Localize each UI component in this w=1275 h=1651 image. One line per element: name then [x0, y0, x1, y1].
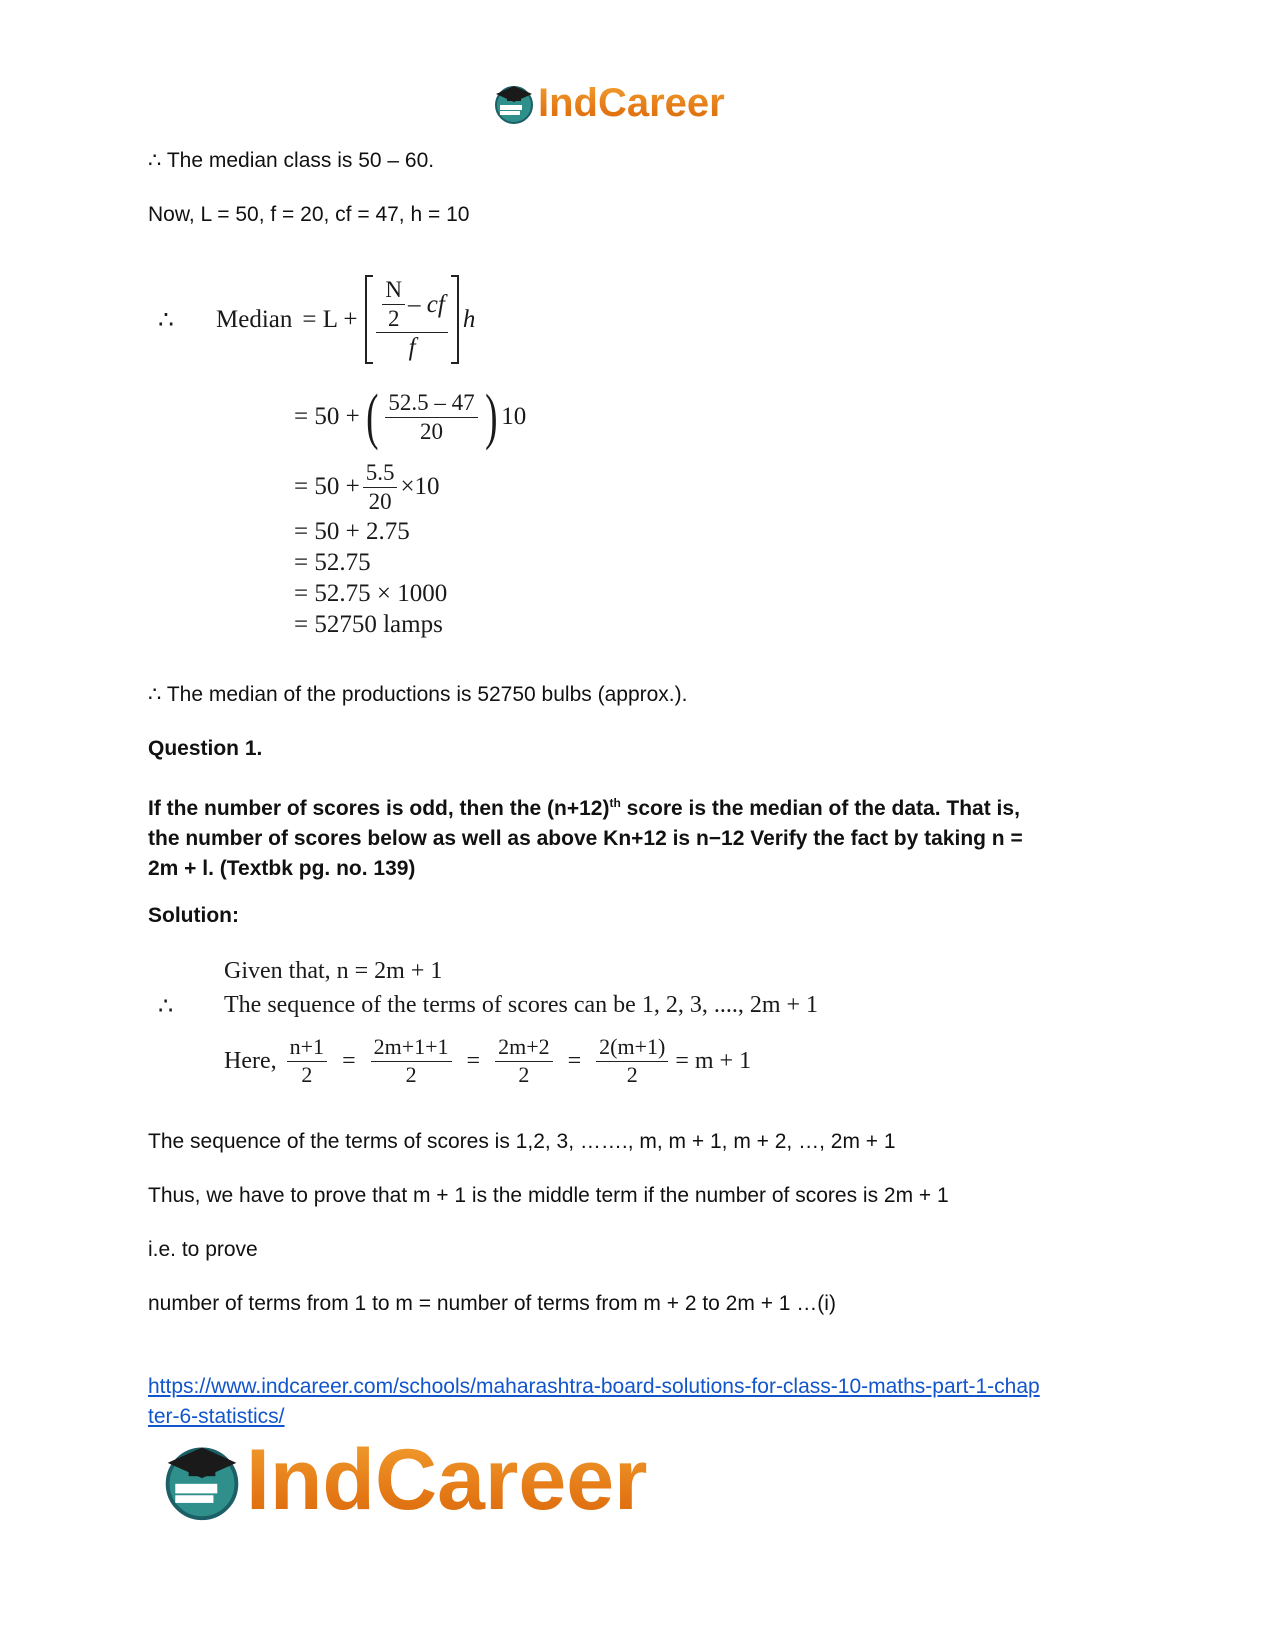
- median-step-5: = 52.75 × 1000: [294, 580, 448, 607]
- h-symbol: h: [462, 305, 476, 333]
- 2m-plus-2-over-2: $\frac{2m+2}{2}$: [495, 1035, 553, 1086]
- sequence-text: The sequence of the terms of scores is 1,2, 3, ……., m, m + 1, m + 2, …, 2m + 1: [148, 1130, 896, 1153]
- source-link[interactable]: https://www.indcareer.com/schools/maharashtra-board-solutions-for-class-10-maths-part-1-chap ter-6-statistics/: [148, 1375, 1040, 1428]
- equation-i-text: number of terms from 1 to m = number of terms from m + 2 to 2m + 1 …(i): [148, 1292, 836, 1315]
- n-plus-1-over-2: $\frac{n+1}{2}$: [287, 1035, 327, 1086]
- 2m-plus-1-plus-1-over-2: $\frac{2m+1+1}{2}$: [371, 1035, 452, 1086]
- median-step-2: = 50 + $\frac{5.5}{20}$ ×10: [294, 460, 440, 514]
- question-heading: Question 1.: [148, 737, 263, 760]
- therefore-symbol: ∴: [158, 306, 174, 334]
- header-logo: [492, 78, 725, 128]
- median-label: Median: [216, 305, 293, 333]
- graduation-cap-globe-icon: [160, 1438, 244, 1522]
- solution-sequence: The sequence of the terms of scores can be 1, 2, 3, ...., 2m + 1: [224, 992, 819, 1018]
- median-step-1: = 50 + ( $\frac{52.5 - 47}{20}$ ) 10: [294, 383, 527, 451]
- median-step-3: = 50 + 2.75: [294, 518, 410, 545]
- 2-m-plus-1-over-2: $\frac{2(m+1)}{2}$: [596, 1035, 668, 1086]
- step2-fraction: $\frac{5.5}{20}$: [363, 460, 398, 514]
- median-conclusion-text: ∴ The median of the productions is 52750 bulbs (approx.).: [148, 683, 688, 706]
- to-prove-text: i.e. to prove: [148, 1238, 258, 1261]
- question-text: If the number of scores is odd, then the $(n+12)^{th}$ score is the median of the data. That is, the number of scores below as well as above Kn+12 is n−12 Verify the fact by taking n = 2m + l. (Textbk pg. no. 139): [148, 796, 1023, 880]
- solution-heading: Solution:: [148, 904, 239, 927]
- median-formula: [158, 262, 475, 377]
- median-class-text: ∴ The median class is 50 – 60.: [148, 149, 435, 172]
- given-values-text: Now, L = 50, f = 20, cf = 47, h = 10: [148, 203, 470, 226]
- footer-logo: [160, 1430, 648, 1530]
- f-denominator: f: [408, 334, 416, 362]
- n-over-2: $\frac{N}{2}$: [382, 277, 405, 331]
- footer-logo-text: IndCareer: [246, 1431, 648, 1528]
- median-step-6: = 52750 lamps: [294, 611, 443, 638]
- solution-here-line: Here, $\frac{n+1}{2}$ = $\frac{2m+1+1}{2}$ = $\frac{2m+2}{2}$ = $\frac{2(m+1)}{2}$ = m + 1: [224, 1034, 752, 1087]
- minus-cf: – cf: [408, 290, 445, 318]
- header-logo-text: IndCareer: [538, 80, 725, 125]
- median-eq: = L +: [302, 305, 358, 333]
- solution-therefore: ∴: [158, 994, 174, 1020]
- solution-given: Given that, n = 2m + 1: [224, 958, 443, 984]
- graduation-cap-globe-icon: [492, 81, 536, 125]
- prove-middle-term-text: Thus, we have to prove that m + 1 is the middle term if the number of scores is 2m + 1: [148, 1184, 949, 1207]
- main-fraction: [376, 277, 447, 361]
- step1-fraction: $\frac{52.5 - 47}{20}$: [385, 390, 477, 444]
- median-step-4: = 52.75: [294, 549, 371, 576]
- square-bracket-group: [365, 275, 458, 363]
